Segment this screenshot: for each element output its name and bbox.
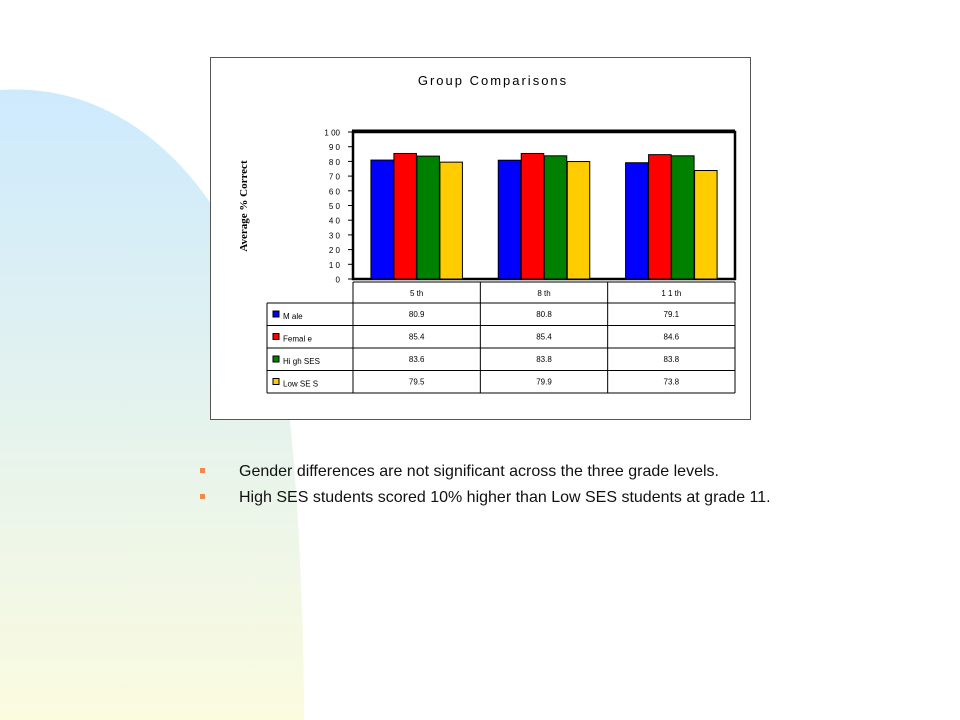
data-label: 85.4 xyxy=(408,332,425,342)
chart-panel xyxy=(210,57,751,420)
data-label: 80.8 xyxy=(536,310,552,319)
x-tick-label: 8 th xyxy=(537,289,551,298)
y-tick-label: 1 0 xyxy=(328,260,340,270)
legend-swatch xyxy=(273,311,279,317)
bar-male xyxy=(498,160,521,279)
bar-high-ses xyxy=(672,156,695,279)
data-label: 83.8 xyxy=(663,355,680,364)
bar-low-ses xyxy=(695,171,718,279)
y-tick-label: 7 0 xyxy=(328,172,340,182)
y-tick-label: 1 00 xyxy=(324,128,340,138)
y-tick-label: 2 0 xyxy=(328,246,340,256)
legend-label: Femal e xyxy=(283,334,312,344)
data-label: 79.9 xyxy=(536,377,552,387)
bar-high-ses xyxy=(544,156,567,279)
legend-label: Low SE S xyxy=(283,379,319,389)
y-tick-label: 3 0 xyxy=(328,231,340,241)
bar-male xyxy=(371,160,394,279)
bar-male xyxy=(626,163,649,279)
bullet-list xyxy=(200,462,820,514)
bullet-text: High SES students scored 10% higher than Low SES students at grade 11. xyxy=(239,489,771,506)
bullet-item xyxy=(200,488,820,507)
legend-label: Hi gh SES xyxy=(283,357,320,366)
bar-low-ses xyxy=(567,162,590,279)
data-label: 79.5 xyxy=(408,377,425,387)
data-label: 84.6 xyxy=(663,332,680,342)
chart-canvas xyxy=(211,58,752,421)
legend-swatch xyxy=(273,379,279,385)
bullet-text: Gender differences are not significant across the three grade levels. xyxy=(239,463,719,480)
y-tick-label: 8 0 xyxy=(328,157,340,167)
data-label: 83.6 xyxy=(408,355,425,364)
bar-high-ses xyxy=(417,156,440,279)
legend-swatch xyxy=(273,334,279,340)
data-label: 85.4 xyxy=(536,332,552,342)
bar-female xyxy=(394,153,417,279)
y-tick-label: 6 0 xyxy=(328,187,340,197)
data-label: 79.1 xyxy=(663,310,680,319)
bullet-square-icon xyxy=(200,494,205,499)
data-label: 83.8 xyxy=(536,355,552,364)
bullet-item xyxy=(200,462,820,481)
bar-low-ses xyxy=(440,162,463,279)
y-tick-label: 5 0 xyxy=(328,202,340,211)
y-tick-label: 9 0 xyxy=(328,143,340,153)
legend-label: M ale xyxy=(283,312,303,321)
y-tick-label: 0 xyxy=(335,275,340,285)
y-axis-label: Average % Correct xyxy=(238,160,250,252)
bullet-square-icon xyxy=(200,468,205,473)
x-tick-label: 5 th xyxy=(409,289,424,298)
data-label: 73.8 xyxy=(663,377,680,387)
chart-title: Group Comparisons xyxy=(417,73,569,88)
legend-swatch xyxy=(273,356,279,362)
x-tick-label: 1 1 th xyxy=(661,289,682,298)
y-tick-label: 4 0 xyxy=(328,216,340,226)
bar-female xyxy=(649,155,672,279)
bar-female xyxy=(521,153,544,279)
data-label: 80.9 xyxy=(408,310,425,319)
